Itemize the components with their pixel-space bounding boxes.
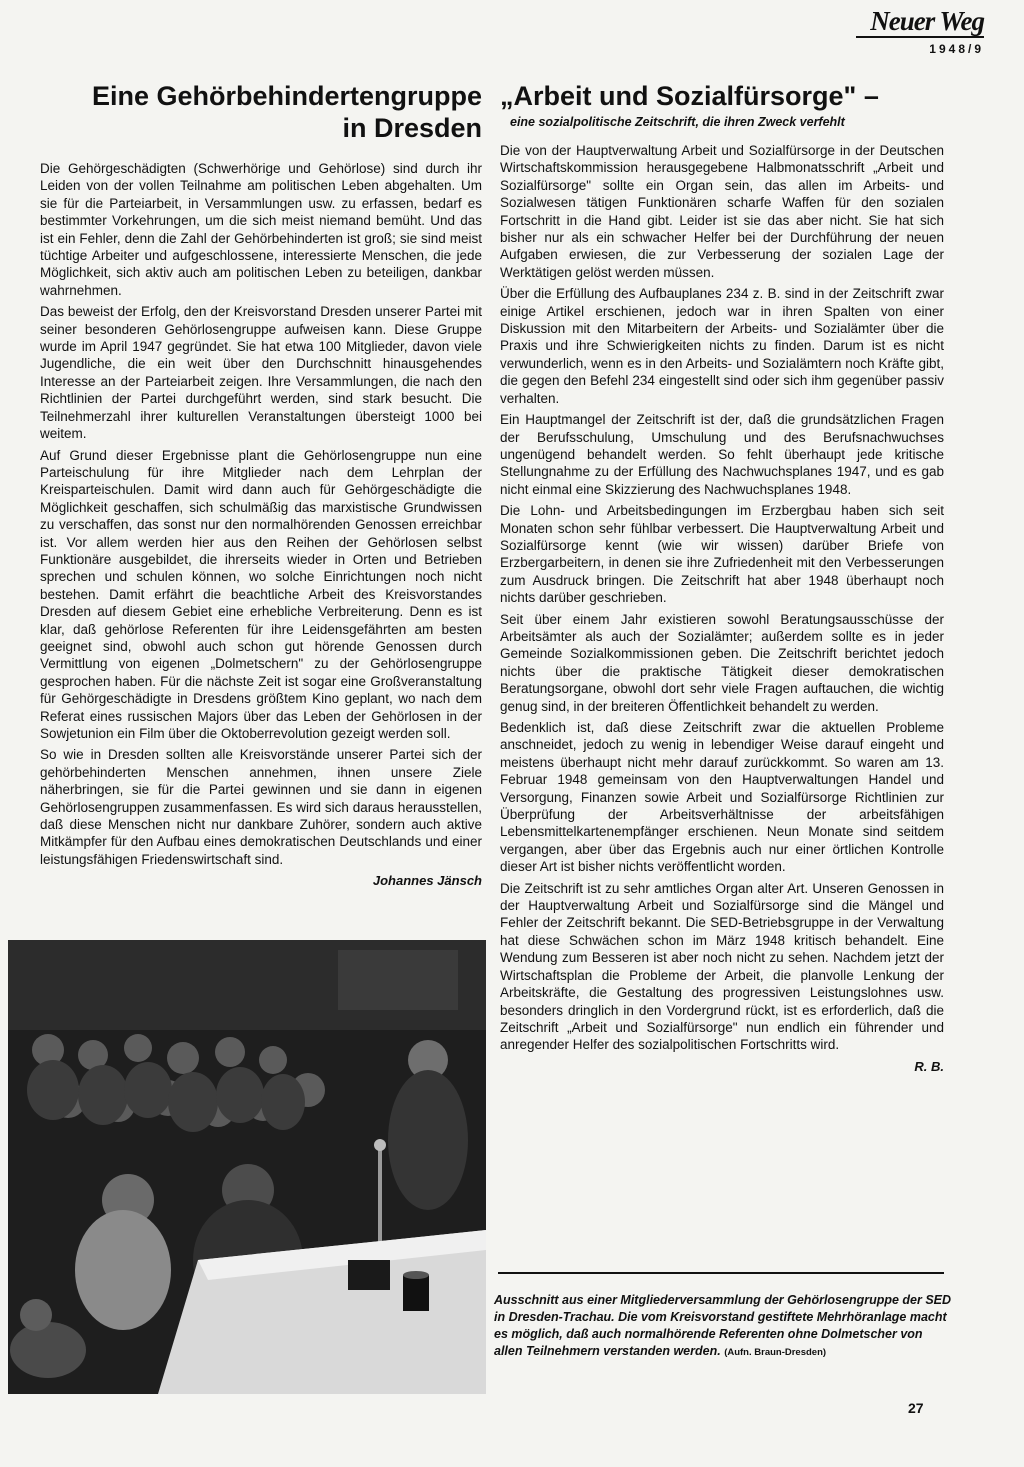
right-article-body [500,142,944,1075]
photo-caption [494,1292,954,1361]
right-paragraph: Die Lohn- und Arbeitsbedingungen im Erzbergbau haben sich seit Monaten schon sehr fühlbar verbessert. Die Hauptverwaltung Arbeit und Sozialfürsorge kennt (wie wir wissen) darüber Briefe von Erzbergarbeitern, in denen sie ihre Zufriedenheit mit den Verbesserungen zum Ausdruck bringen. Die Zeitschrift hat aber 1948 überhaupt noch nichts darüber geschrieben. [500,503,944,606]
right-headline: „Arbeit und Sozialfürsorge" – [500,81,879,111]
caption-text: Ausschnitt aus einer Mitgliederversammlung der Gehörlosengruppe der SED in Dresden-Trachau. Die vom Kreisvorstand gestiftete Mehrhöranlage macht es möglich, daß auch normalhörende Referenten ohne Dolmetscher von allen Teilnehmern verstanden werden. [494,1293,952,1358]
right-author: R. B. [914,1058,944,1074]
meeting-photo [8,940,486,1394]
left-author: Johannes Jänsch [372,873,482,889]
left-headline [40,80,482,144]
left-article-body [40,160,482,889]
right-paragraph: Ein Hauptmangel der Zeitschrift ist der, daß die grundsätzlichen Fragen der Berufsschulung, Umschulung und des Berufsnachwuchses ungenügend behandelt werden. So fehlt überhaupt jede kritische Stellungnahme zu der Erfüllung des Nachwuchsplanes 1947, und es gab nicht einmal eine Skizzierung des Nachwuchsplanes 1948. [500,412,944,497]
meeting-photo-illustration [8,940,486,1394]
right-article [500,80,944,1075]
masthead [856,6,984,56]
left-paragraph: Das beweist der Erfolg, den der Kreisvorstand Dresden unserer Partei mit seiner besonderen Gehörlosengruppe aufweisen kann. Diese Gruppe wurde im April 1947 gegründet. Sie hat etwa 100 Mitglieder, davon viele Jugendliche, die ein weit über den Durchschnitt hinausgehendes Interesse an der Parteiarbeit zeigen. Ihre Versammlungen, die nach den Richtlinien der Partei durchgeführt werden, sind stark besucht. Die Teilnehmerzahl ihrer kulturellen Veranstaltungen übersteigt 1000 bei weitem. [40,304,482,442]
left-headline-line2: in Dresden [342,113,482,143]
right-paragraph: Die Zeitschrift ist zu sehr amtliches Organ alter Art. Unseren Genossen in der Hauptverwaltung Arbeit und Sozialfürsorge sind die Mängel und Fehler der Zeitschrift bekannt. Die SED-Betriebsgruppe in der Verwaltung hat diese Schwächen schon im März 1948 kritisch behandelt. Eine Wendung zum Besseren ist aber noch nicht zu sehen. Nachdem jetzt der Wirtschaftsplan die Probleme der Arbeit, die planvolle Lenkung der Arbeitskräfte, die Gestaltung des progressiven Leistungslohnes usw. besonders dringlich in den Vordergrund rückt, ist es erforderlich, daß die Zeitschrift „Arbeit und Sozialfürsorge" nun endlich ein führender und anregender Helfer des sozialpolitischen Fortschritts wird. [500,880,944,1053]
right-paragraph: Seit über einem Jahr existieren sowohl Beratungsausschüsse der Arbeitsämter als auch der Sozialämter; außerdem sollte es in jeder Gemeinde Sozialkommissionen geben. Die Zeitschrift berichtet jedoch nichts über die praktische Tätigkeit dieser demokratischen Beratungsorgane, obwohl dort sehr viele Fragen auftauchen, die wichtig genug sind, in der breiteren Öffentlichkeit behandelt zu werden. [500,611,944,714]
left-paragraph: Die Gehörgeschädigten (Schwerhörige und Gehörlose) sind durch ihr Leiden von der vollen Teilnahme am politischen Leben abgehalten. Um sie für die Parteiarbeit, in Versammlungen usw. zu erfassen, bedarf es bestimmter Vorkehrungen, um die sich meist niemand bemüht. Und das ist ein Fehler, denn die Zahl der Gehörbehinderten ist groß; sie sind meist tüchtige Arbeiter und aufgeschlossene, interessierte Menschen, die jede Möglichkeit, sich aktiv auch am politischen Leben zu beteiligen, dankbar wahrnehmen. [40,161,482,298]
masthead-issue: 1948/9 [929,42,984,56]
right-paragraph: Die von der Hauptverwaltung Arbeit und Sozialfürsorge in der Deutschen Wirtschaftskommission herausgegebene Halbmonatsschrift „Arbeit und Sozialfürsorge" sollte ein Organ sein, das allen im Arbeits- und Sozialwesen tätigen Funktionären scharfe Waffen für den sozialen Fortschritt in die Hand gibt. Leider ist sie das aber nicht. Sie hat sich bisher nur als ein schwacher Helfer bei der Durchführung der neuen Aufgaben erwiesen, die zur Verbesserung der sozialen Lage der Werktätigen gelöst werden müssen. [500,143,944,280]
page-number: 27 [908,1400,924,1416]
left-headline-line1: Eine Gehörbehindertengruppe [91,81,482,111]
photo-credit: (Aufn. Braun-Dresden) [724,1347,827,1358]
article-divider [498,1272,944,1274]
right-paragraph: Über die Erfüllung des Aufbauplanes 234 z. B. sind in der Zeitschrift zwar einige Artikel erschienen, jedoch war in ihren Spalten von einer Diskussion mit den Mitarbeitern der Arbeits- und Sozialämter über die Praxis und ihre Schwierigkeiten nichts zu finden. Darum ist es nicht verwunderlich, wenn es in den Arbeits- und Sozialämtern noch Kräfte gibt, die gegen den Befehl 234 eingestellt sind oder sich ihm gegenüber passiv verhalten. [500,286,944,406]
left-article [40,80,482,889]
left-paragraph: Auf Grund dieser Ergebnisse plant die Gehörlosengruppe nun eine Parteischulung für ihre Mitglieder nach dem Lehrplan der Kreisparteischulen. Damit wird dann auch für Gehörgeschädigte die Möglichkeit geschaffen, sich schulmäßig das marxistische Grundwissen zu verschaffen, das sonst nur den normalhörenden Genossen erreichbar ist. Vor allem werden hier aus den Reihen der Gehörlosen selbst Funktionäre ausgebildet, die ihrerseits wieder in Orten und Betrieben sprechen und schulen können, wo solche Einrichtungen noch nicht bestehen. Damit erfährt die beachtliche Arbeit des Kreisvorstandes Dresden auf diesem Gebiet eine erhebliche Verbreiterung. Denn es ist klar, daß gehörlose Referenten für ihre Leidensgefährten am besten geeignet sind, obwohl auch schon gut hörende Genossen durch Vermittlung von eigenen „Dolmetschern" zu der Gehörlosengruppe gesprochen haben. Für die nächste Zeit ist sogar eine Großveranstaltung für Gehörgeschädigte in Dresdens größtem Kino geplant, wo nach dem Referat eines russischen Majors über das Leben der Gehörlosen in der Sowjetunion ein Film über die Oktoberrevolution gezeigt werden soll. [40,447,482,741]
right-paragraph: Bedenklich ist, daß diese Zeitschrift zwar die aktuellen Probleme anschneidet, jedoch zu wenig in lebendiger Weise darauf eingeht und meistens überhaupt nicht mehr darauf zurückkommt. So waren am 13. Februar 1948 gemeinsam von den Hauptverwaltungen Handel und Versorgung, Finanzen sowie Arbeit und Sozialfürsorge Richtlinien zur Überprüfung der Arbeitsverhältnisse der arbeitsfähigen Lebensmittelkartenempfänger erschienen. Neun Monate sind seitdem vergangen, aber über das Ergebnis auch nur einer örtlichen Kontrolle dieser Art ist bisher nichts veröffentlicht worden. [500,720,944,875]
right-subheadline: eine sozialpolitische Zeitschrift, die ihren Zweck verfehlt [510,115,845,129]
left-paragraph: So wie in Dresden sollten alle Kreisvorstände unserer Partei sich der gehörbehinderten Menschen annehmen, ihnen unsere Ziele näherbringen, sie für die Partei gewinnen und sie dann in eigenen Gehörlosengruppen zusammenfassen. Es wird sich daraus herausstellen, daß diese Menschen nicht nur dankbare Zuhörer, sondern auch aktive Mitkämpfer für den Aufbau eines demokratischen Deutschlands und einer leistungsfähigen Friedenswirtschaft sind. [40,747,482,867]
masthead-title: Neuer Weg [856,6,984,38]
